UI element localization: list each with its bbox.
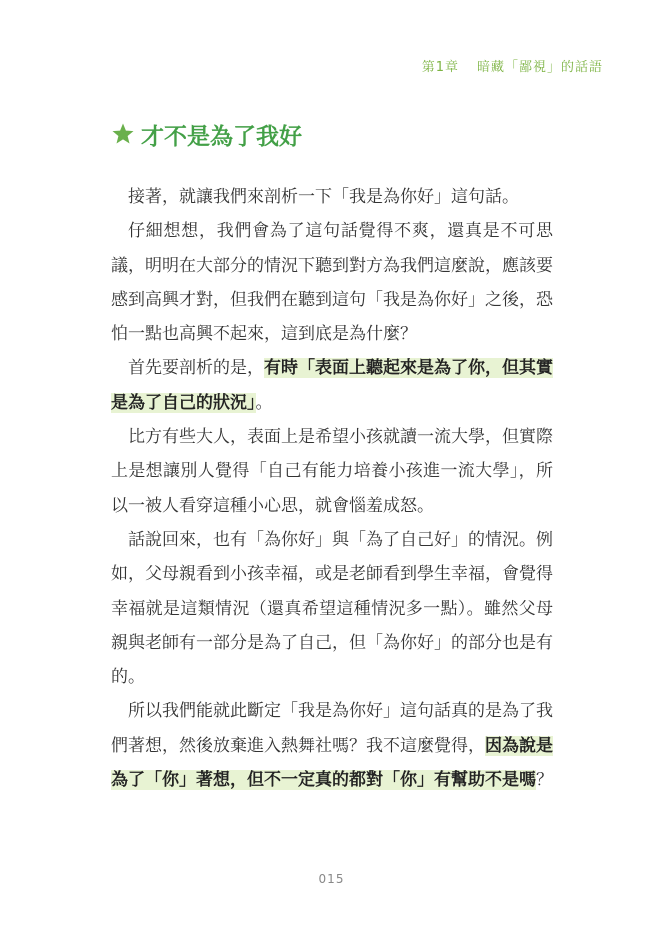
paragraph: 比方有些大人，表面上是希望小孩就讀一流大學，但實際上是想讓別人覺得「自己有能力培養小孩進一流大學」，所以一被人看穿這種小心思，就會惱羞成怒。 <box>111 427 553 516</box>
paragraph-text: 首先要剖析的是， <box>128 358 264 379</box>
paragraph-text: 所以我們能就此斷定「我是為你好」這句話真的是為了我們著想，然後放棄進入熱舞社嗎？我不這麼覺得， <box>111 701 553 756</box>
chapter-title: 暗藏「鄙視」的話語 <box>476 60 603 75</box>
highlighted-text: 因為說是為了「你」著想，但不一定真的都對「你」有幫助不是嗎 <box>111 735 553 791</box>
section-title: 才不是為了我好 <box>141 123 302 150</box>
running-header <box>422 56 603 75</box>
chapter-label: 第1章 <box>421 60 459 75</box>
paragraph: 接著，就讓我們來剖析一下「我是為你好」這句話。 <box>128 187 519 207</box>
paragraph: 話說回來，也有「為你好」與「為了自己好」的情況。例如，父母親看到小孩幸福，或是老師看到學生幸福，會覺得幸福就是這類情況（還真希望這種情況多一點）。雖然父母親與老師有一部分是為了自己，但「為你好」的部分也是有的。 <box>111 529 553 688</box>
highlighted-text: 有時「表面上聽起來是為了你，但其實是為了自己的狀況」 <box>111 358 553 413</box>
paragraph: 仔細想想，我們會為了這句話覺得不爽，還真是不可思議，明明在大部分的情況下聽到對方為我們這麼說，應該要感到高興才對，但我們在聽到這句「我是為你好」之後，恐怕一點也高興不起來，這到底是為什麼？ <box>111 221 553 345</box>
page-number: 015 <box>318 872 345 886</box>
body-text <box>111 180 553 797</box>
paragraph-text: ？ <box>536 770 553 791</box>
star-icon <box>111 122 135 146</box>
paragraph <box>111 694 553 797</box>
section-heading <box>111 116 302 152</box>
paragraph-text: 。 <box>255 392 273 413</box>
paragraph <box>111 351 553 420</box>
